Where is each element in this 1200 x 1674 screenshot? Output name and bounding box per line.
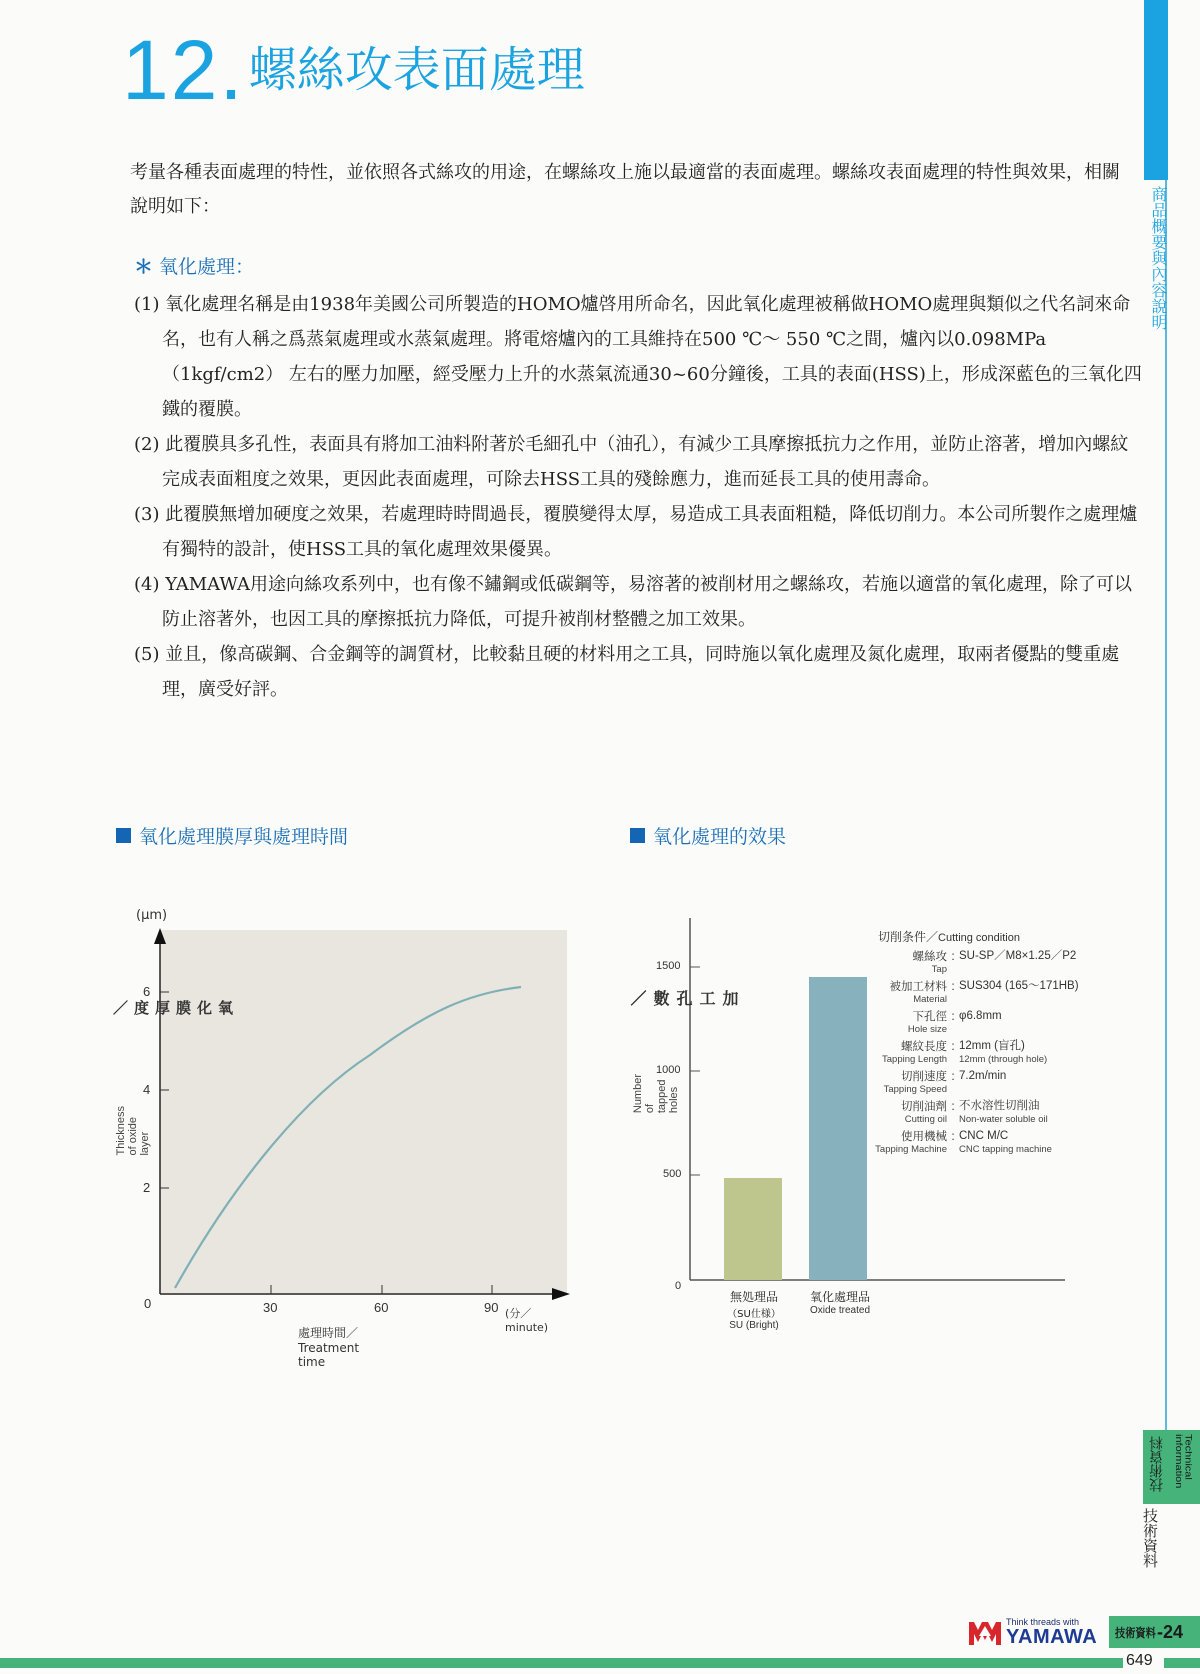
sidebar-bottom-label: 技術資料 xyxy=(1141,1508,1159,1568)
list-item: (5) 並且，像高碳鋼、合金鋼等的調質材，比較黏且硬的材料用之工具，同時施以氧化處理及氮化處理，取兩者優點的雙重處理，廣受好評。 xyxy=(134,644,1120,700)
cutting-condition-title: 切削条件／Cutting condition xyxy=(878,930,1020,944)
list-item: (2) 此覆膜具多孔性，表面具有將加工油料附著於毛細孔中（油孔），有減少工具摩擦抵抗力之作用，並防止溶著，增加內螺紋完成表面粗度之效果，更因此表面處理，可除去HSS工具的殘餘應力，進而延長工具的使用壽命。 xyxy=(134,434,1129,490)
logo-brand: YAMAWA xyxy=(1006,1626,1098,1648)
condition-row-tapping-speed: 切削速度 Tapping Speed : 7.2m/min xyxy=(883,1069,1007,1095)
y-axis-label-cn: 加工孔數／ xyxy=(628,990,739,1006)
condition-row-cutting-oil: 切削油劑 Cutting oil : 不水溶性切削油 Non-water soluble oil xyxy=(901,1099,1048,1125)
y-tick-4: 4 xyxy=(143,1082,151,1097)
y-axis-label-en: Number of tapped holes xyxy=(632,1074,680,1114)
page-tab-label: 技術資料 xyxy=(1115,1625,1156,1640)
oxide-heading-text: 氧化處理： xyxy=(159,256,255,278)
sidebar-divider-line xyxy=(1165,180,1167,1430)
list-item: (1) 氧化處理名稱是由1938年美國公司所製造的HOMO爐啓用所命名，因此氧化處理被稱做HOMO處理與類似之代名詞來命名，也有人稱之爲蒸氣處理或水蒸氣處理。將電熔爐內的工具維持在500 ℃～ 550 ℃之間，爐內以0.098MPa（1kgf/cm2） 左右的壓力加壓，經受壓力上升的水蒸氣流通30~60分鐘後，工具的表面(HSS)上，形成深藍色的三氧化四鐵的覆膜。 xyxy=(134,294,1142,420)
sidebar-accent-strip xyxy=(1144,0,1168,180)
category-label-untreated: 無処理品 （SU仕様） SU (Bright) xyxy=(727,1290,781,1331)
logo-tagline: Think threads with xyxy=(1006,1617,1080,1627)
x-axis-label: 處理時間／Treatment time xyxy=(298,1326,360,1369)
x-tick-90: 90 xyxy=(484,1300,499,1315)
section-number: 12. xyxy=(122,23,245,117)
category-label-oxide: 氧化處理品 Oxide treated xyxy=(809,1290,871,1316)
x-tick-30: 30 xyxy=(263,1300,278,1315)
page-number: 649 xyxy=(1126,1652,1153,1669)
bar-untreated xyxy=(724,1178,782,1280)
x-tick-60: 60 xyxy=(374,1300,389,1315)
page-section-tab xyxy=(1109,1616,1200,1648)
section-title: 螺絲攻表面處理 xyxy=(248,42,585,98)
page-tab-number: -24 xyxy=(1157,1621,1184,1642)
left-chart-heading-text: 氧化處理膜厚與處理時間 xyxy=(139,826,349,848)
list-item: (4) YAMAWA用途向絲攻系列中，也有像不鏽鋼或低碳鋼等，易溶著的被削材用之螺絲攻，若施以適當的氧化處理，除了可以防止溶著外，也因工具的摩擦抵抗力降低，可提升被削材整體之加工效果。 xyxy=(134,574,1133,630)
y-tick-1500: 1500 xyxy=(656,960,681,972)
y-tick-0: 0 xyxy=(675,1280,682,1292)
y-unit-label: (μm) xyxy=(136,908,168,923)
bar-oxide-treated xyxy=(809,977,867,1280)
yamawa-logo xyxy=(968,1618,1097,1647)
sidebar-tab-label-en: Technical information xyxy=(1173,1434,1193,1489)
sidebar-tab-label-cn: 技術資料 xyxy=(1149,1436,1165,1492)
y-tick-6: 6 xyxy=(143,984,151,999)
right-chart-heading-text: 氧化處理的效果 xyxy=(653,826,787,848)
y-tick-0: 0 xyxy=(144,1296,152,1311)
y-tick-1000: 1000 xyxy=(656,1064,681,1076)
condition-row-tapping-machine: 使用機械 Tapping Machine : CNC M/C CNC tapping machine xyxy=(875,1129,1052,1155)
sidebar-tab-technical-information[interactable] xyxy=(1143,1430,1200,1504)
condition-row-material: 被加工材料 Material : SUS304 (165～171HB) xyxy=(889,979,1079,1005)
y-tick-500: 500 xyxy=(663,1168,682,1180)
bottom-bar xyxy=(0,1658,1123,1668)
sidebar-section-label[interactable]: 商品概要與內容說明 xyxy=(1149,186,1168,330)
bottom-bar xyxy=(1164,1658,1200,1668)
yamawa-logo-mark-icon xyxy=(968,1620,1002,1646)
intro-paragraph: 考量各種表面處理的特性，並依照各式絲攻的用途，在螺絲攻上施以最適當的表面處理。螺絲攻表面處理的特性與效果，相關說明如下： xyxy=(130,162,1120,217)
condition-row-hole-size: 下孔徑 Hole size : φ6.8mm xyxy=(907,1009,1002,1035)
condition-row-tapping-length: 螺紋長度 Tapping Length : 12mm (盲孔) 12mm (through hole) xyxy=(882,1039,1048,1065)
x-unit-label: (分／minute) xyxy=(505,1307,549,1334)
y-axis-label-en: Thickness of oxide layer xyxy=(115,1106,151,1156)
list-item: (3) 此覆膜無增加硬度之效果，若處理時時間過長，覆膜變得太厚，易造成工具表面粗糙，降低切削力。本公司所製作之處理爐有獨特的設計，使HSS工具的氧化處理效果優異。 xyxy=(134,504,1138,560)
cutting-condition-table xyxy=(860,928,1100,1155)
y-axis-label-cn: 氧化膜厚度／ xyxy=(111,1000,234,1015)
condition-row-tap: 螺絲攻 Tap : SU-SP／M8×1.25／P2 xyxy=(912,949,1077,975)
asterisk-bullet-icon: ＊ xyxy=(134,256,154,278)
y-tick-2: 2 xyxy=(143,1180,151,1195)
